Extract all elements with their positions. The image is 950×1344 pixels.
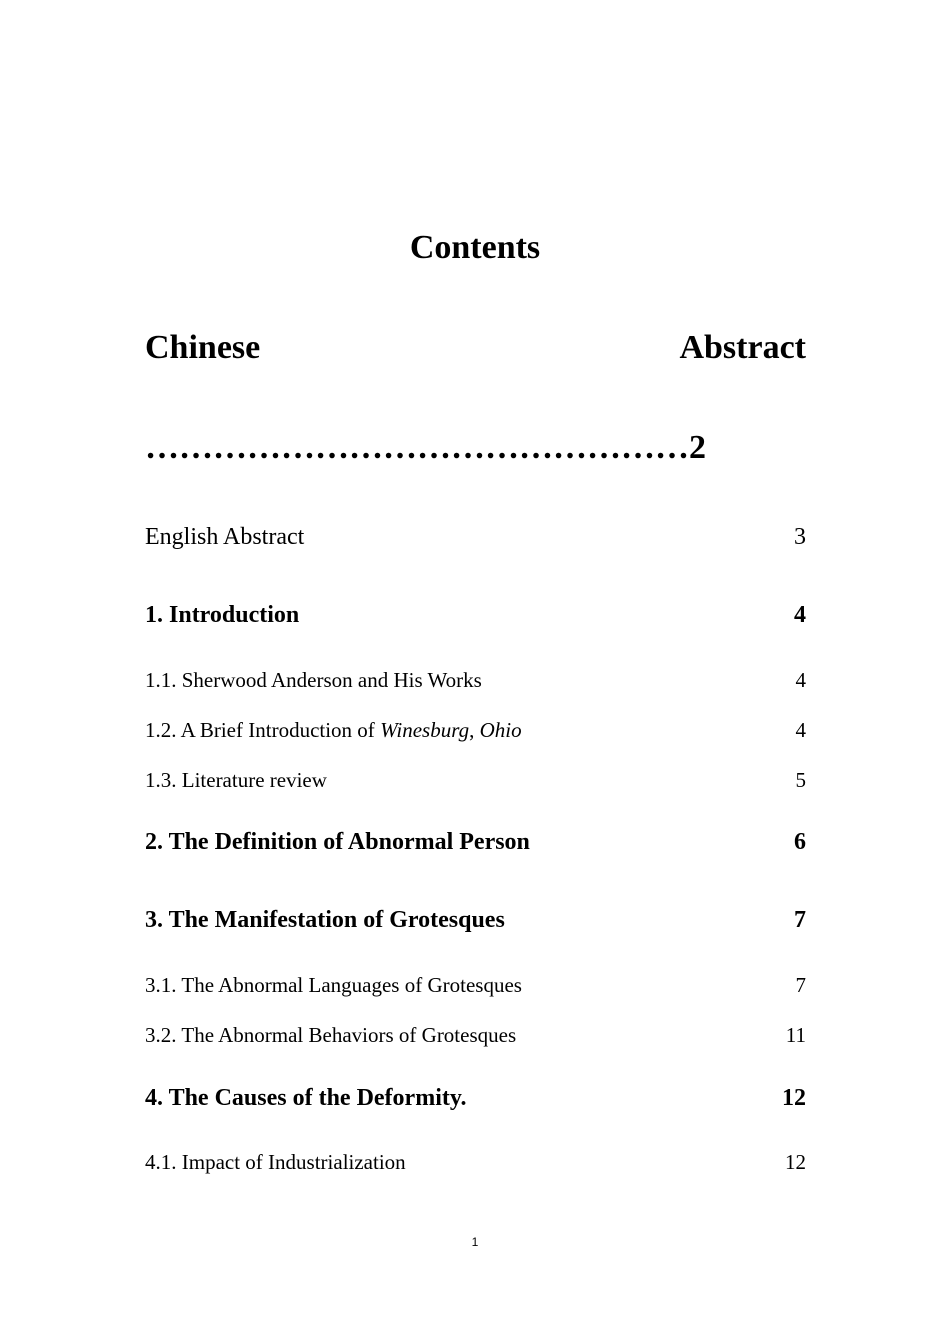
toc-entry-label: 1.3. Literature review [145,768,327,792]
toc-entry-label: 3.2. The Abnormal Behaviors of Grotesques [145,1023,517,1047]
toc-entry-label: 4. The Causes of the Deformity. [145,1085,467,1111]
toc-entry-label-prefix: 1.2. A Brief Introduction of [145,718,381,742]
toc-entry-label: 4.1. Impact of Industrialization [145,1150,406,1174]
toc-entry-label-separator: , [469,718,480,742]
toc-entry-label: 3. The Manifestation of Grotesques [145,907,505,933]
book-title-ohio: Ohio [479,718,522,742]
toc-entry-page: 4 [795,718,806,742]
toc-entry-page: 6 [794,829,806,855]
toc-entry-page: 4 [794,602,806,628]
toc-entry-page: 4 [795,668,806,692]
toc-entry-page: 7 [794,907,806,933]
toc-entry-brief-introduction [145,717,806,743]
toc-entry-label: 2. The Definition of Abnormal Person [145,829,530,855]
toc-entry-industrialization [145,1149,806,1175]
toc-entry-page: 5 [795,768,806,792]
book-title-winesburg: Winesburg [380,718,470,742]
toc-entry-abnormal-behaviors [145,1022,806,1048]
page-title: Contents [409,229,541,266]
toc-entry-abnormal-languages [145,972,806,998]
toc-entry-definition [145,827,806,857]
toc-entry-label: 1.1. Sherwood Anderson and His Works [145,668,482,692]
toc-entry-label: 3.1. The Abnormal Languages of Grotesques [145,973,522,997]
toc-entry-page: 12 [785,1150,806,1174]
toc-entry-page: 11 [785,1023,806,1047]
toc-entry-label: 1. Introduction [145,602,300,628]
toc-entry-sherwood-anderson [145,667,806,693]
toc-label-abstract: Abstract [679,329,806,366]
toc-entry-label [145,717,522,743]
toc-entry-page: 7 [795,973,806,997]
toc-entry-page: 3 [794,524,806,550]
toc-entry-english-abstract [145,522,806,552]
toc-label-chinese: Chinese [145,329,261,366]
toc-entry-literature-review [145,767,806,793]
footer-page-number: 1 [471,1235,479,1249]
toc-leader-chinese-abstract: …………………………………………2 [145,429,706,466]
toc-entry-manifestation [145,905,806,935]
toc-entry-chinese-abstract [145,326,806,370]
toc-entry-causes [145,1083,806,1113]
toc-entry-introduction [145,600,806,630]
toc-entry-page: 12 [782,1085,806,1111]
toc-entry-label: English Abstract [145,524,305,550]
